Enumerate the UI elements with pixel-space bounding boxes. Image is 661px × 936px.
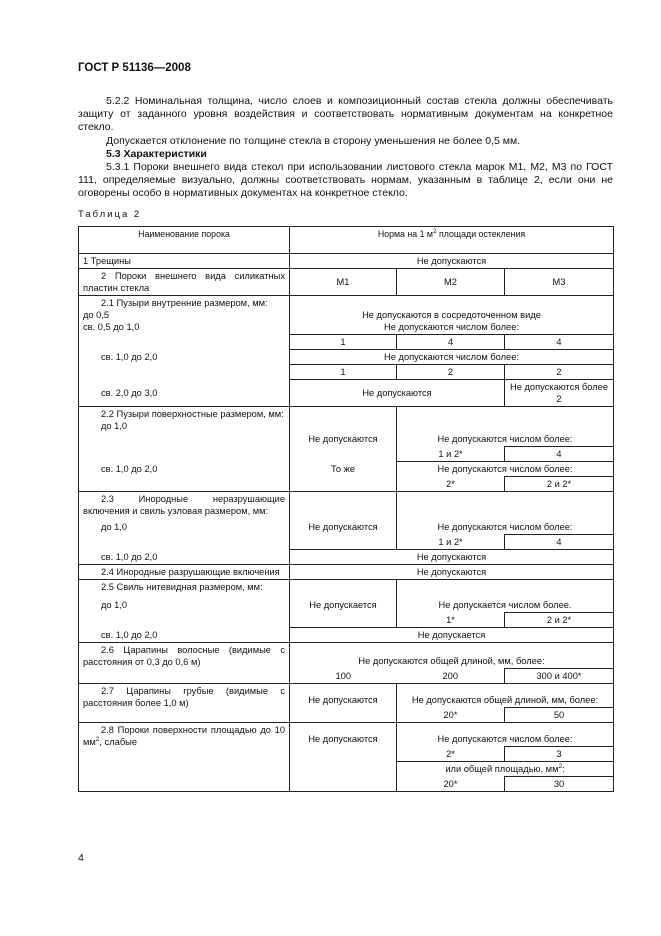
table-row: [79, 492, 614, 535]
header-norm: Норма на 1 $м^2$ площади остекления: [290, 227, 614, 254]
cell-value: Не допускаются: [290, 684, 397, 723]
paragraph-tolerance: Допускается отклонение по толщине стекла в сторону уменьшения не более 0,5 мм.: [106, 134, 521, 147]
cell-value: Не допускаются: [290, 565, 614, 580]
cell-value: 3: [505, 747, 614, 762]
cell-value: Не допускаются: [290, 550, 614, 565]
table-row: [79, 580, 614, 613]
cell-value: Не допускается: [290, 580, 397, 613]
cell-value: Не допускается: [290, 628, 614, 643]
row-sub-1-2: св. 1,0 до 2,0: [79, 550, 290, 565]
table-row: [79, 723, 614, 747]
cell-value: 2*: [397, 477, 505, 492]
cell-value: 50: [505, 708, 614, 723]
cell-value: или общей площадью, $мм^2$:: [397, 762, 614, 777]
cell-value: 4: [505, 535, 614, 550]
paragraph-5-3-1: 5.3.1 Пороки внешнего вида стекол при использовании листового стекла марок М1, М2, М3 по ГОСТ 111, определяемые визуально, должны соответствовать нормам, указанным в таблице 2, если они не оговорены особо в нормативных документах на конкретное стекло.: [78, 161, 613, 200]
cell-value: Не допускаются числом более:: [397, 407, 614, 447]
cell-value: 1 и 2*: [397, 447, 505, 462]
cell-value: 2*: [397, 747, 505, 762]
cell-value: 4: [397, 335, 505, 350]
table-row: [79, 335, 614, 350]
grade-m1: М1: [290, 269, 397, 296]
cell-value: Не допускаются: [290, 407, 397, 447]
cell-value: 1: [290, 365, 397, 380]
table-row: [79, 643, 614, 669]
row-name-destructive: 2.4 Инородные разрушающие включения: [79, 565, 290, 580]
table-row: [79, 462, 614, 477]
cell-value: Не допускаются общей длиной, мм, более:: [290, 643, 614, 669]
cell-value: Не допускаются: [290, 723, 397, 792]
row-name-hair-scratches: 2.6 Царапины волосные (видимые с расстояния от 0,3 до 0,6 м): [79, 643, 290, 684]
cell-value: Не допускаются в сосредоточенном виде Не допускаются числом более:: [290, 296, 614, 335]
header-defect-name: Наименование порока: [79, 227, 290, 254]
row-sub-1-2: св. 1,0 до 2,0: [79, 462, 290, 492]
table-row: [79, 628, 614, 643]
cell-value: Не допускаются: [290, 492, 397, 535]
cell-value: Не допускаются более 2: [505, 380, 614, 407]
cell-value: Не допускаются числом более:: [397, 462, 614, 477]
row-name-rough-scratches: 2.7 Царапины грубые (видимые с расстояния более 1,0 м): [79, 684, 290, 723]
cell-value: 1 и 2*: [397, 535, 505, 550]
table-row: [79, 350, 614, 365]
cell-value: 2: [397, 365, 505, 380]
cell-value: 4: [505, 447, 614, 462]
table-row: [79, 407, 614, 447]
table-row: [79, 684, 614, 708]
row-name-cracks: 1 Трещины: [79, 254, 290, 269]
table-header-row: [79, 227, 614, 254]
cell-value: Не допускается числом более.: [397, 580, 614, 613]
cell-value: 20*: [397, 777, 505, 792]
cell-value: 100: [290, 669, 397, 684]
table-row: [79, 613, 614, 628]
row-name-surface-defects: 2.8 Пороки поверхности площадью до 10 $мм^2$, слабые: [79, 723, 290, 792]
cell-value: 20*: [397, 708, 505, 723]
table-row: [79, 535, 614, 550]
row-name-silicate-defects: 2 Пороки внешнего вида силикатных пластин стекла: [79, 269, 290, 296]
defects-table: [78, 226, 614, 792]
row-sub-1-2: св. 1,0 до 2,0: [79, 350, 290, 365]
cell-value: 2 и 2*: [505, 477, 614, 492]
section-heading-5-3: 5.3 Характеристики: [106, 147, 207, 160]
row-name-thread-streak: 2.5 Свиль нитевидная размером, мм: до 1,0: [79, 580, 290, 613]
table-row: [79, 254, 614, 269]
cell-value: 1*: [397, 613, 505, 628]
cell-value: Не допускаются общей длиной, мм, более:: [397, 684, 614, 708]
row-sub-2-3: св. 2,0 до 3,0: [79, 380, 290, 407]
cell-value: 2: [505, 365, 614, 380]
row-name-non-destructive: 2.3 Инородные неразрушающие включения и свиль узловая размером, мм: до 1,0: [79, 492, 290, 535]
document-code: ГОСТ Р 51136—2008: [78, 62, 191, 74]
grade-m3: М3: [505, 269, 614, 296]
body-text: [78, 95, 613, 201]
cell-value: 1: [290, 335, 397, 350]
cell-value: 4: [505, 335, 614, 350]
table-row: [79, 565, 614, 580]
cell-value: Не допускаются: [290, 254, 614, 269]
grade-m2: М2: [397, 269, 505, 296]
table-row: [79, 365, 614, 380]
cell-value: Не допускаются числом более:: [397, 492, 614, 535]
table-row: [79, 550, 614, 565]
cell-value: То же: [290, 462, 397, 492]
row-name-surface-bubbles: 2.2 Пузыри поверхностные размером, мм: до 1,0: [79, 407, 290, 462]
table-row: [79, 380, 614, 407]
cell-value: 2 и 2*: [505, 613, 614, 628]
cell-value: Не допускаются: [290, 380, 505, 407]
page-number: 4: [78, 852, 84, 864]
cell-value: 200: [397, 669, 505, 684]
table-caption: Таблица 2: [78, 209, 142, 220]
cell-value: Не допускаются числом более:: [397, 723, 614, 747]
cell-value: Не допускаются числом более:: [290, 350, 614, 365]
paragraph-5-2-2: 5.2.2 Номинальная толщина, число слоев и композиционный состав стекла должны обеспечивать защиту от заданного уровня воздействия и соответствовать нормативным документам на конкретное стекло.: [78, 95, 613, 134]
cell-value: 300 и 400*: [505, 669, 614, 684]
table-row: [79, 269, 614, 296]
cell-value: 30: [505, 777, 614, 792]
row-sub-1-2: св. 1,0 до 2,0: [79, 628, 290, 643]
row-name-internal-bubbles: 2.1 Пузыри внутренние размером, мм: до 0,5 св. 0,5 до 1,0: [79, 296, 290, 335]
table-row: [79, 296, 614, 335]
